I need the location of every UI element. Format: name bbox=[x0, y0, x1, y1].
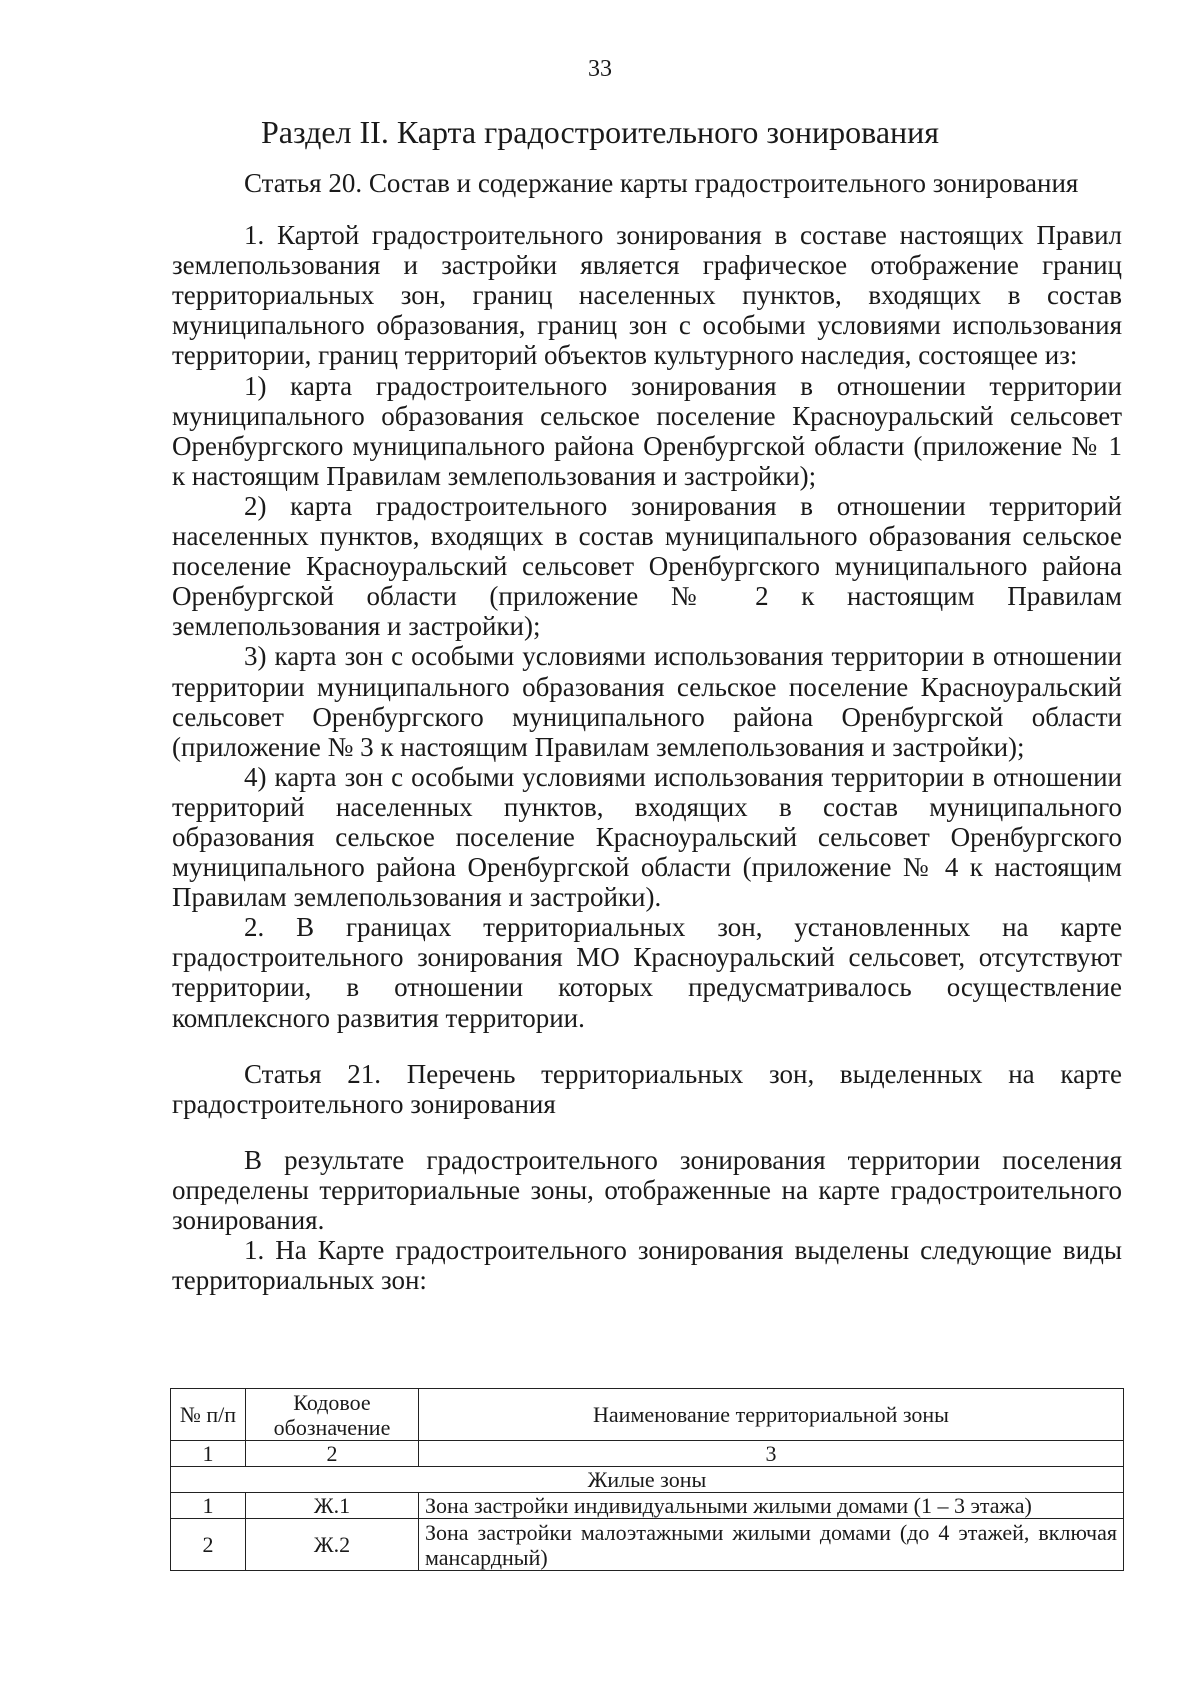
territorial-zones-table bbox=[170, 1388, 1124, 1571]
article-20-paragraph: 1. Картой градостроительного зонирования в составе настоящих Правил землепользования и застройки является графическое отображение границ территориальных зон, границ населенных пунктов, входящих в состав муниципального образования, границ зон с особыми условиями использования территории, границ территорий объектов культурного наследия, состоящее из: bbox=[172, 220, 1122, 371]
group-title: Жилые зоны bbox=[171, 1467, 1124, 1493]
row-code: Ж.1 bbox=[246, 1493, 419, 1519]
row-zone-name: Зона застройки индивидуальными жилыми домами (1 – 3 этажа) bbox=[419, 1493, 1124, 1519]
article-20-list-item: 2) карта градостроительного зонирования в отношении территорий населенных пунктов, входящих в состав муниципального образования сельское поселение Красноуральский сельсовет Оренбургского муниципального района Оренбургской области (приложение № 2 к настоящим Правилам землепользования и застройки); bbox=[172, 490, 1122, 642]
numbering-cell: 3 bbox=[419, 1441, 1124, 1467]
row-zone-name: Зона застройки малоэтажными жилыми домами (до 4 этажей, включая мансардный) bbox=[419, 1519, 1124, 1571]
section-title: Раздел II. Карта градостроительного зонирования bbox=[261, 114, 939, 150]
header-zone-name: Наименование территориальной зоны bbox=[419, 1389, 1124, 1441]
article-20-list-item: 4) карта зон с особыми условиями использования территории в отношении территорий населенных пунктов, входящих в состав муниципального образования сельское поселение Красноуральский сельсовет Оренбургского муниципального района Оренбургской области (приложение № 4 к настоящим Правилам землепользования и застройки). bbox=[172, 761, 1122, 913]
article-20-paragraph: 2. В границах территориальных зон, установленных на карте градостроительного зонирования МО Красноуральский сельсовет, отсутствуют территории, в отношении которых предусматривалось осуществление комплексного развития территории. bbox=[172, 912, 1122, 1033]
article-21-paragraph: В результате градостроительного зонирования территории поселения определены территориальные зоны, отображенные на карте градостроительного зонирования. bbox=[172, 1144, 1122, 1235]
article-21-heading: Статья 21. Перечень территориальных зон, выделенных на карте градостроительного зонирования bbox=[172, 1058, 1122, 1119]
row-number: 1 bbox=[171, 1493, 246, 1519]
article-21-paragraph: 1. На Карте градостроительного зонирования выделены следующие виды территориальных зон: bbox=[172, 1235, 1122, 1296]
article-20-list-item: 1) карта градостроительного зонирования в отношении территории муниципального образования сельское поселение Красноуральский сельсовет Оренбургского муниципального района Оренбургской области (приложение № 1 к настоящим Правилам землепользования и застройки); bbox=[172, 370, 1122, 491]
article-20-heading: Статья 20. Состав и содержание карты градостроительного зонирования bbox=[244, 168, 1079, 198]
numbering-cell: 1 bbox=[171, 1441, 246, 1467]
row-code: Ж.2 bbox=[246, 1519, 419, 1571]
table-row bbox=[171, 1493, 1124, 1519]
table-numbering-row bbox=[171, 1441, 1124, 1467]
body-text bbox=[172, 168, 1122, 1295]
table-header-row bbox=[171, 1389, 1124, 1441]
row-number: 2 bbox=[171, 1519, 246, 1571]
header-number: № п/п bbox=[171, 1389, 246, 1441]
table-group-row bbox=[171, 1467, 1124, 1493]
numbering-cell: 2 bbox=[246, 1441, 419, 1467]
article-20-list-item: 3) карта зон с особыми условиями использования территории в отношении территории муниципального образования сельское поселение Красноуральский сельсовет Оренбургского муниципального района Оренбургской области (приложение № 3 к настоящим Правилам землепользования и застройки); bbox=[172, 641, 1122, 762]
header-code: Кодовое обозначение bbox=[246, 1389, 419, 1441]
table-row bbox=[171, 1519, 1124, 1571]
page-number: 33 bbox=[588, 56, 612, 82]
